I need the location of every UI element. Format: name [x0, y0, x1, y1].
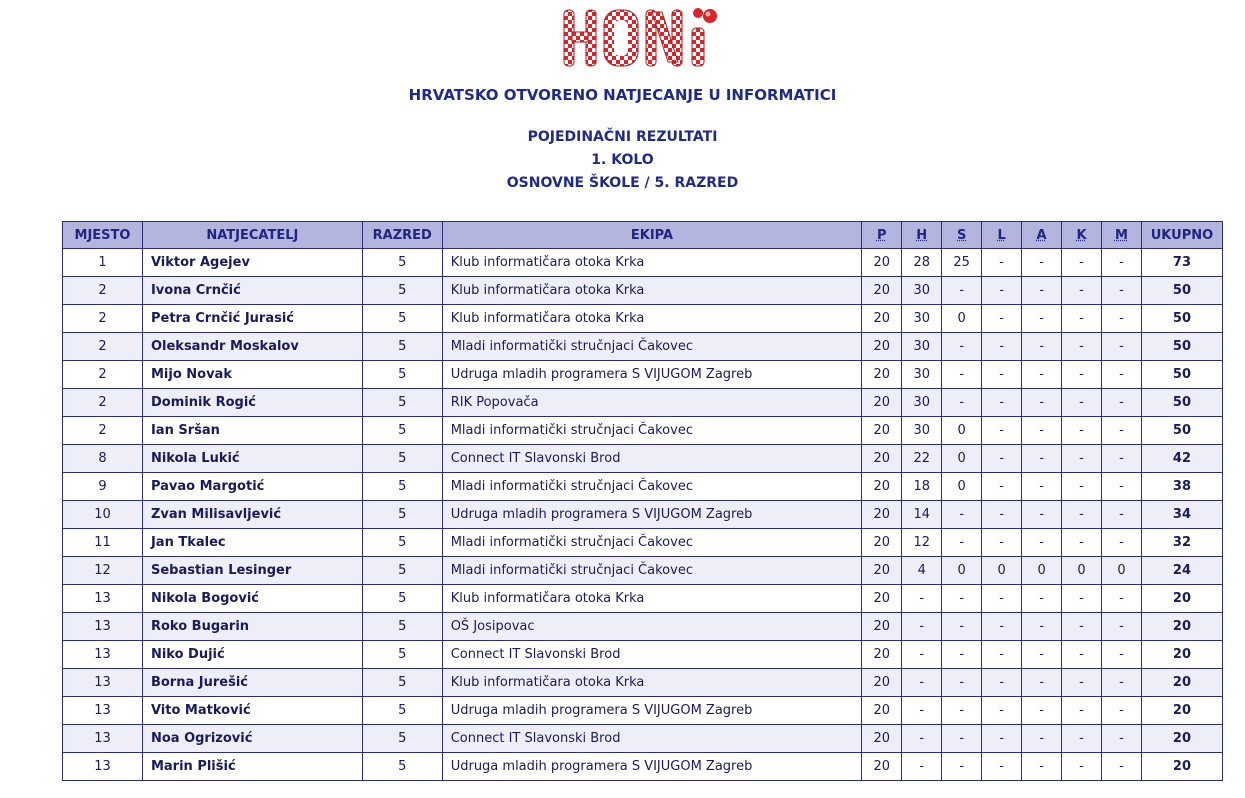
- team-cell: Mladi informatički stručnjaci Čakovec: [442, 417, 862, 445]
- grade-cell: 5: [362, 333, 442, 361]
- task-score-cell: 0: [1101, 557, 1141, 585]
- task-score-cell: -: [1062, 697, 1102, 725]
- team-cell: Mladi informatički stručnjaci Čakovec: [442, 557, 862, 585]
- task-score-cell: 20: [862, 641, 902, 669]
- place-cell: 12: [63, 557, 143, 585]
- contestant-name-cell: Jan Tkalec: [142, 529, 362, 557]
- task-score-cell: 4: [902, 557, 942, 585]
- task-score-cell: 0: [1022, 557, 1062, 585]
- place-cell: 10: [63, 501, 143, 529]
- grade-cell: 5: [362, 389, 442, 417]
- table-row: [63, 333, 1223, 361]
- task-score-cell: 0: [942, 417, 982, 445]
- task-score-cell: 20: [862, 725, 902, 753]
- task-score-cell: -: [982, 529, 1022, 557]
- grade-cell: 5: [362, 501, 442, 529]
- logo: [0, 0, 1245, 80]
- grade-cell: 5: [362, 445, 442, 473]
- grade-cell: 5: [362, 277, 442, 305]
- place-cell: 2: [63, 389, 143, 417]
- task-score-cell: -: [942, 753, 982, 781]
- contestant-name-cell: Niko Dujić: [142, 641, 362, 669]
- contestant-name-cell: Roko Bugarin: [142, 613, 362, 641]
- task-score-cell: -: [942, 669, 982, 697]
- place-cell: 2: [63, 417, 143, 445]
- task-score-cell: -: [1101, 361, 1141, 389]
- task-score-cell: -: [1022, 585, 1062, 613]
- place-cell: 1: [63, 249, 143, 277]
- task-score-cell: -: [1022, 333, 1062, 361]
- contestant-name-cell: Sebastian Lesinger: [142, 557, 362, 585]
- task-score-cell: -: [942, 613, 982, 641]
- task-score-cell: 20: [862, 333, 902, 361]
- task-score-cell: -: [942, 501, 982, 529]
- task-score-cell: -: [1062, 445, 1102, 473]
- table-row: [63, 529, 1223, 557]
- task-score-cell: 28: [902, 249, 942, 277]
- team-cell: Klub informatičara otoka Krka: [442, 669, 862, 697]
- task-score-cell: -: [1062, 277, 1102, 305]
- subtitle-round: 1. KOLO: [591, 152, 654, 168]
- grade-cell: 5: [362, 641, 442, 669]
- contestant-name-cell: Marin Plišić: [142, 753, 362, 781]
- table-row: [63, 697, 1223, 725]
- task-score-cell: 20: [862, 753, 902, 781]
- contestant-name-cell: Dominik Rogić: [142, 389, 362, 417]
- task-score-cell: 20: [862, 361, 902, 389]
- team-cell: Klub informatičara otoka Krka: [442, 305, 862, 333]
- total-score-cell: 50: [1141, 305, 1222, 333]
- task-score-cell: 20: [862, 585, 902, 613]
- col-header-task-k[interactable]: K: [1062, 222, 1102, 249]
- task-score-cell: 30: [902, 361, 942, 389]
- table-row: [63, 417, 1223, 445]
- table-row: [63, 249, 1223, 277]
- task-score-cell: -: [1101, 753, 1141, 781]
- task-score-cell: 0: [942, 557, 982, 585]
- team-cell: Mladi informatički stručnjaci Čakovec: [442, 473, 862, 501]
- task-score-cell: -: [982, 753, 1022, 781]
- subtitle-results: POJEDINAČNI REZULTATI: [527, 129, 718, 145]
- total-score-cell: 32: [1141, 529, 1222, 557]
- task-score-cell: -: [982, 249, 1022, 277]
- total-score-cell: 50: [1141, 277, 1222, 305]
- grade-cell: 5: [362, 697, 442, 725]
- task-score-cell: -: [1101, 249, 1141, 277]
- task-score-cell: 20: [862, 697, 902, 725]
- task-score-cell: 14: [902, 501, 942, 529]
- contestant-name-cell: Oleksandr Moskalov: [142, 333, 362, 361]
- total-score-cell: 50: [1141, 389, 1222, 417]
- task-score-cell: -: [1022, 417, 1062, 445]
- task-score-cell: 20: [862, 417, 902, 445]
- col-header-task-l[interactable]: L: [982, 222, 1022, 249]
- table-row: [63, 613, 1223, 641]
- col-header-task-h[interactable]: H: [902, 222, 942, 249]
- total-score-cell: 34: [1141, 501, 1222, 529]
- contestant-name-cell: Zvan Milisavljević: [142, 501, 362, 529]
- task-score-cell: -: [1022, 669, 1062, 697]
- task-score-cell: -: [1101, 277, 1141, 305]
- task-score-cell: 0: [942, 473, 982, 501]
- table-row: [63, 501, 1223, 529]
- task-score-cell: -: [1022, 361, 1062, 389]
- team-cell: RIK Popovača: [442, 389, 862, 417]
- task-score-cell: -: [942, 585, 982, 613]
- table-row: [63, 305, 1223, 333]
- grade-cell: 5: [362, 725, 442, 753]
- contestant-name-cell: Ian Sršan: [142, 417, 362, 445]
- grade-cell: 5: [362, 753, 442, 781]
- grade-cell: 5: [362, 361, 442, 389]
- task-score-cell: -: [1022, 249, 1062, 277]
- total-score-cell: 73: [1141, 249, 1222, 277]
- task-score-cell: -: [1101, 669, 1141, 697]
- task-score-cell: -: [1022, 753, 1062, 781]
- table-row: [63, 445, 1223, 473]
- team-cell: OŠ Josipovac: [442, 613, 862, 641]
- team-cell: Udruga mladih programera S VIJUGOM Zagreb: [442, 697, 862, 725]
- task-score-cell: 20: [862, 249, 902, 277]
- task-score-cell: -: [1101, 725, 1141, 753]
- task-score-cell: -: [942, 641, 982, 669]
- contestant-name-cell: Vito Matković: [142, 697, 362, 725]
- task-score-cell: -: [1062, 473, 1102, 501]
- task-score-cell: 20: [862, 305, 902, 333]
- place-cell: 9: [63, 473, 143, 501]
- col-header-team: EKIPA: [442, 222, 862, 249]
- contestant-name-cell: Nikola Bogović: [142, 585, 362, 613]
- task-score-cell: -: [942, 361, 982, 389]
- place-cell: 2: [63, 361, 143, 389]
- task-score-cell: -: [1022, 641, 1062, 669]
- total-score-cell: 20: [1141, 725, 1222, 753]
- task-score-cell: -: [1101, 473, 1141, 501]
- task-score-cell: -: [982, 389, 1022, 417]
- task-score-cell: -: [982, 277, 1022, 305]
- col-header-total: UKUPNO: [1141, 222, 1222, 249]
- table-row: [63, 389, 1223, 417]
- task-score-cell: -: [1022, 473, 1062, 501]
- task-score-cell: -: [1022, 697, 1062, 725]
- contestant-name-cell: Ivona Crnčić: [142, 277, 362, 305]
- contestant-name-cell: Noa Ogrizović: [142, 725, 362, 753]
- task-score-cell: -: [1062, 585, 1102, 613]
- task-score-cell: -: [982, 669, 1022, 697]
- task-score-cell: 20: [862, 277, 902, 305]
- task-score-cell: -: [902, 585, 942, 613]
- task-score-cell: -: [1062, 529, 1102, 557]
- table-row: [63, 473, 1223, 501]
- table-row: [63, 725, 1223, 753]
- task-score-cell: -: [1022, 277, 1062, 305]
- team-cell: Connect IT Slavonski Brod: [442, 445, 862, 473]
- table-row: [63, 557, 1223, 585]
- total-score-cell: 50: [1141, 361, 1222, 389]
- col-header-place: MJESTO: [63, 222, 143, 249]
- contestant-name-cell: Pavao Margotić: [142, 473, 362, 501]
- task-score-cell: 20: [862, 473, 902, 501]
- task-score-cell: 30: [902, 333, 942, 361]
- task-score-cell: -: [902, 641, 942, 669]
- place-cell: 13: [63, 697, 143, 725]
- task-score-cell: -: [1101, 417, 1141, 445]
- task-score-cell: -: [1062, 613, 1102, 641]
- task-score-cell: -: [1062, 249, 1102, 277]
- task-score-cell: -: [1101, 333, 1141, 361]
- col-header-contestant: NATJECATELJ: [142, 222, 362, 249]
- total-score-cell: 20: [1141, 753, 1222, 781]
- task-score-cell: -: [1062, 501, 1102, 529]
- task-score-cell: -: [982, 417, 1022, 445]
- col-header-grade: RAZRED: [362, 222, 442, 249]
- task-score-cell: -: [1062, 417, 1102, 445]
- total-score-cell: 24: [1141, 557, 1222, 585]
- task-score-cell: -: [982, 725, 1022, 753]
- contestant-name-cell: Mijo Novak: [142, 361, 362, 389]
- grade-cell: 5: [362, 669, 442, 697]
- task-score-cell: -: [1022, 501, 1062, 529]
- total-score-cell: 20: [1141, 613, 1222, 641]
- task-score-cell: -: [1101, 529, 1141, 557]
- task-score-cell: -: [902, 697, 942, 725]
- task-score-cell: 18: [902, 473, 942, 501]
- task-score-cell: -: [902, 725, 942, 753]
- grade-cell: 5: [362, 473, 442, 501]
- task-score-cell: -: [1101, 613, 1141, 641]
- contestant-name-cell: Viktor Agejev: [142, 249, 362, 277]
- subtitle-category: OSNOVNE ŠKOLE / 5. RAZRED: [506, 175, 739, 191]
- page-title: HRVATSKO OTVORENO NATJECANJE U INFORMATICI: [408, 86, 837, 104]
- contestant-name-cell: Petra Crnčić Jurasić: [142, 305, 362, 333]
- task-score-cell: -: [1022, 389, 1062, 417]
- task-score-cell: 20: [862, 501, 902, 529]
- task-score-cell: -: [942, 697, 982, 725]
- team-cell: Klub informatičara otoka Krka: [442, 585, 862, 613]
- results-table: [62, 221, 1223, 781]
- team-cell: Connect IT Slavonski Brod: [442, 641, 862, 669]
- task-score-cell: -: [1062, 333, 1102, 361]
- grade-cell: 5: [362, 613, 442, 641]
- total-score-cell: 20: [1141, 697, 1222, 725]
- place-cell: 13: [63, 669, 143, 697]
- task-score-cell: 30: [902, 277, 942, 305]
- task-score-cell: -: [982, 585, 1022, 613]
- task-score-cell: 30: [902, 305, 942, 333]
- task-score-cell: -: [902, 753, 942, 781]
- contestant-name-cell: Nikola Lukić: [142, 445, 362, 473]
- task-score-cell: -: [1022, 613, 1062, 641]
- task-score-cell: -: [1101, 641, 1141, 669]
- task-score-cell: -: [902, 669, 942, 697]
- team-cell: Klub informatičara otoka Krka: [442, 277, 862, 305]
- task-score-cell: -: [1022, 529, 1062, 557]
- task-score-cell: -: [1101, 445, 1141, 473]
- team-cell: Udruga mladih programera S VIJUGOM Zagreb: [442, 501, 862, 529]
- team-cell: Mladi informatički stručnjaci Čakovec: [442, 529, 862, 557]
- place-cell: 13: [63, 753, 143, 781]
- grade-cell: 5: [362, 529, 442, 557]
- grade-cell: 5: [362, 585, 442, 613]
- place-cell: 13: [63, 641, 143, 669]
- task-score-cell: -: [1022, 445, 1062, 473]
- task-score-cell: -: [982, 305, 1022, 333]
- task-score-cell: 0: [942, 445, 982, 473]
- task-score-cell: -: [1101, 697, 1141, 725]
- task-score-cell: -: [942, 725, 982, 753]
- total-score-cell: 20: [1141, 585, 1222, 613]
- task-score-cell: -: [982, 445, 1022, 473]
- task-score-cell: -: [1062, 641, 1102, 669]
- page-subtitles: [0, 126, 1245, 195]
- total-score-cell: 50: [1141, 417, 1222, 445]
- task-score-cell: -: [942, 333, 982, 361]
- task-score-cell: -: [1022, 305, 1062, 333]
- task-score-cell: 0: [982, 557, 1022, 585]
- task-score-cell: 20: [862, 613, 902, 641]
- total-score-cell: 50: [1141, 333, 1222, 361]
- task-score-cell: -: [982, 641, 1022, 669]
- task-score-cell: 20: [862, 557, 902, 585]
- task-score-cell: -: [1062, 753, 1102, 781]
- table-row: [63, 669, 1223, 697]
- grade-cell: 5: [362, 557, 442, 585]
- team-cell: Mladi informatički stručnjaci Čakovec: [442, 333, 862, 361]
- task-score-cell: -: [982, 501, 1022, 529]
- place-cell: 8: [63, 445, 143, 473]
- place-cell: 2: [63, 277, 143, 305]
- task-score-cell: -: [1101, 389, 1141, 417]
- place-cell: 2: [63, 305, 143, 333]
- task-score-cell: -: [982, 473, 1022, 501]
- task-score-cell: 0: [942, 305, 982, 333]
- task-score-cell: -: [1062, 389, 1102, 417]
- table-row: [63, 753, 1223, 781]
- grade-cell: 5: [362, 249, 442, 277]
- place-cell: 11: [63, 529, 143, 557]
- task-score-cell: -: [942, 277, 982, 305]
- task-score-cell: -: [1101, 305, 1141, 333]
- task-score-cell: -: [982, 613, 1022, 641]
- col-header-task-m[interactable]: M: [1101, 222, 1141, 249]
- total-score-cell: 38: [1141, 473, 1222, 501]
- task-score-cell: -: [1062, 669, 1102, 697]
- task-score-cell: -: [1101, 585, 1141, 613]
- place-cell: 2: [63, 333, 143, 361]
- place-cell: 13: [63, 725, 143, 753]
- task-score-cell: 30: [902, 417, 942, 445]
- task-score-cell: -: [1062, 305, 1102, 333]
- table-row: [63, 277, 1223, 305]
- table-row: [63, 361, 1223, 389]
- task-score-cell: 22: [902, 445, 942, 473]
- total-score-cell: 42: [1141, 445, 1222, 473]
- task-score-cell: 20: [862, 445, 902, 473]
- place-cell: 13: [63, 613, 143, 641]
- task-score-cell: -: [942, 389, 982, 417]
- results-body: [63, 249, 1223, 781]
- team-cell: Connect IT Slavonski Brod: [442, 725, 862, 753]
- task-score-cell: 12: [902, 529, 942, 557]
- task-score-cell: -: [902, 613, 942, 641]
- total-score-cell: 20: [1141, 669, 1222, 697]
- table-row: [63, 641, 1223, 669]
- task-score-cell: 25: [942, 249, 982, 277]
- team-cell: Udruga mladih programera S VIJUGOM Zagreb: [442, 361, 862, 389]
- team-cell: Klub informatičara otoka Krka: [442, 249, 862, 277]
- task-score-cell: 0: [1062, 557, 1102, 585]
- task-score-cell: 20: [862, 389, 902, 417]
- place-cell: 13: [63, 585, 143, 613]
- task-score-cell: 30: [902, 389, 942, 417]
- task-score-cell: -: [1062, 725, 1102, 753]
- contestant-name-cell: Borna Jurešić: [142, 669, 362, 697]
- task-score-cell: -: [982, 697, 1022, 725]
- team-cell: Udruga mladih programera S VIJUGOM Zagreb: [442, 753, 862, 781]
- task-score-cell: -: [982, 361, 1022, 389]
- col-header-task-a[interactable]: A: [1022, 222, 1062, 249]
- task-score-cell: -: [1101, 501, 1141, 529]
- task-score-cell: -: [942, 529, 982, 557]
- table-row: [63, 585, 1223, 613]
- grade-cell: 5: [362, 417, 442, 445]
- col-header-task-s[interactable]: S: [942, 222, 982, 249]
- task-score-cell: -: [982, 333, 1022, 361]
- task-score-cell: -: [1062, 361, 1102, 389]
- col-header-task-p[interactable]: P: [862, 222, 902, 249]
- total-score-cell: 20: [1141, 641, 1222, 669]
- honi-logo: [560, 4, 722, 70]
- task-score-cell: -: [1022, 725, 1062, 753]
- task-score-cell: 20: [862, 529, 902, 557]
- grade-cell: 5: [362, 305, 442, 333]
- table-header-row: [63, 222, 1223, 249]
- task-score-cell: 20: [862, 669, 902, 697]
